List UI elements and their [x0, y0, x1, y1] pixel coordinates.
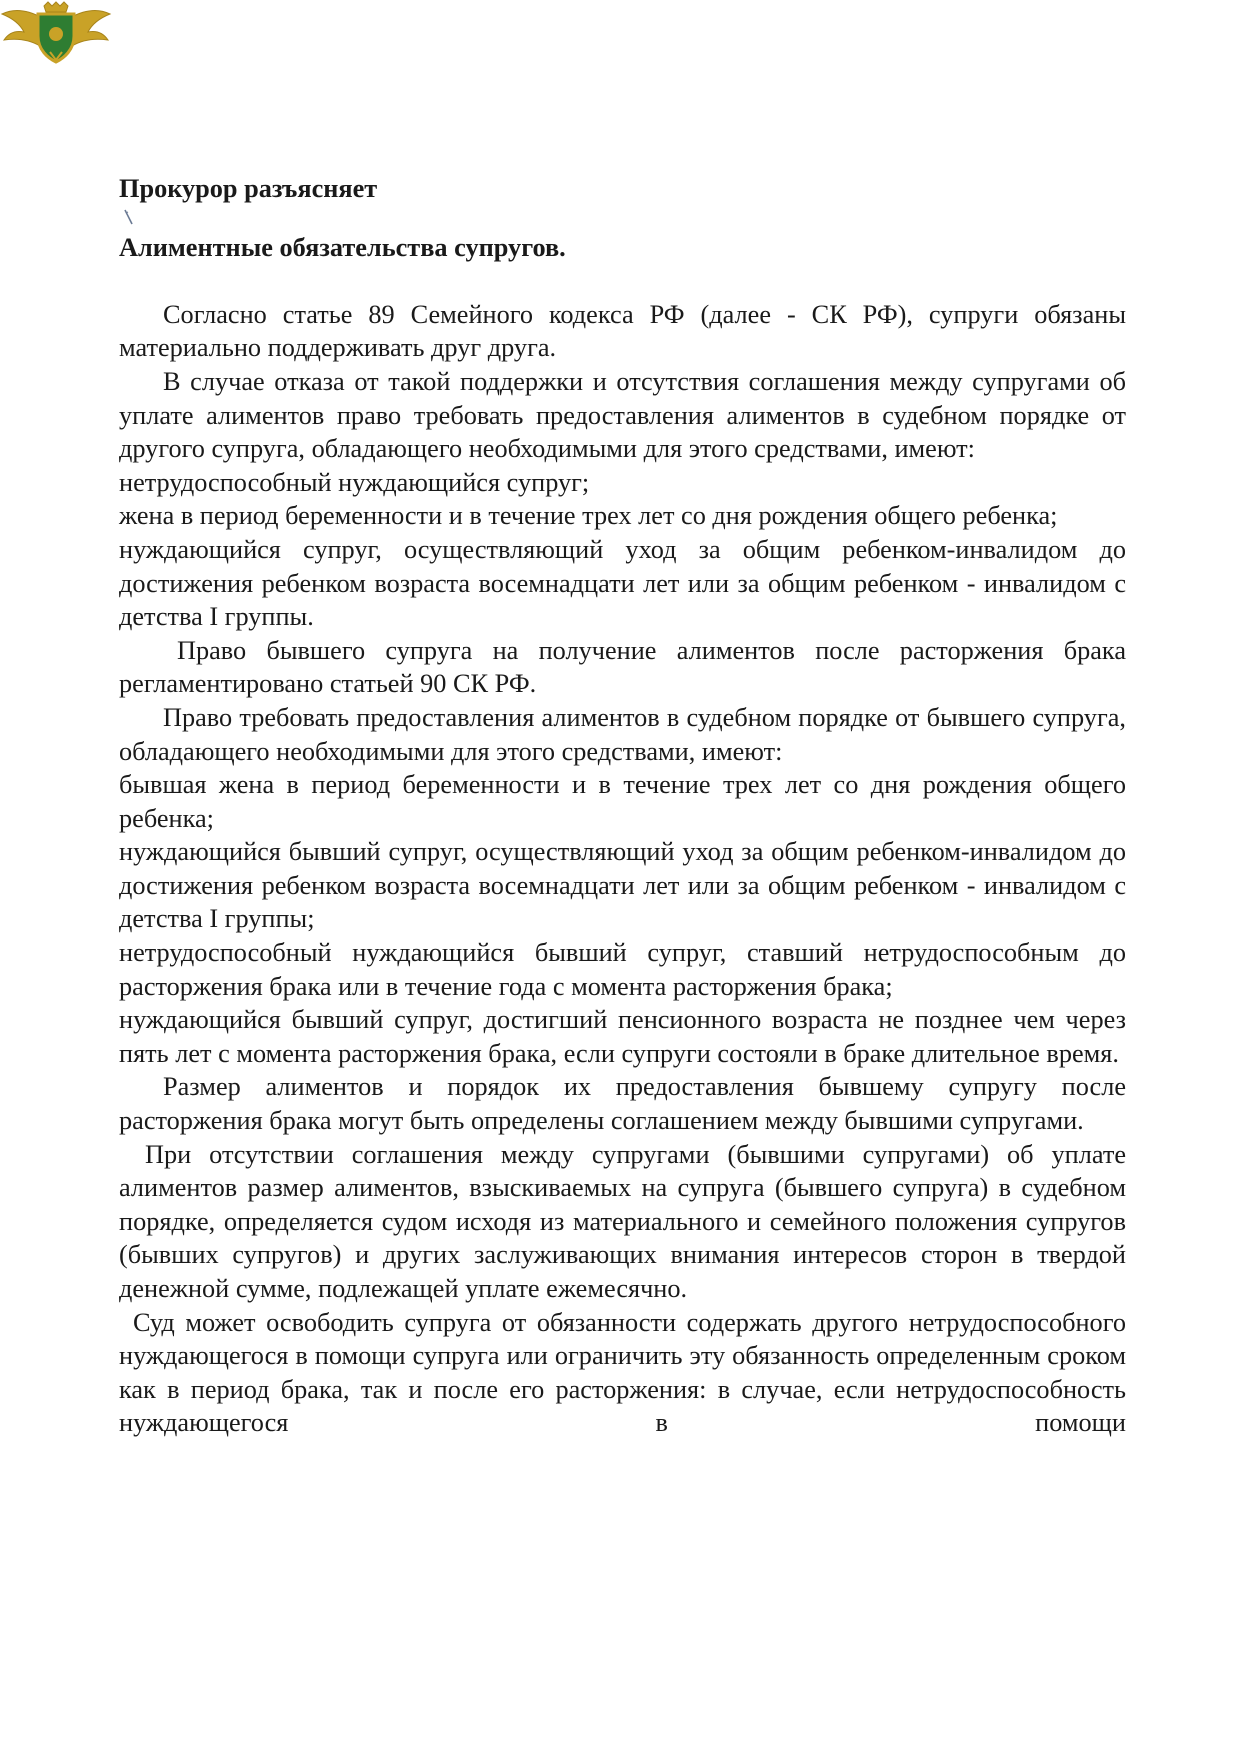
- paragraph: Согласно статье 89 Семейного кодекса РФ (далее - СК РФ), супруги обязаны материально поддерживать друг друга.: [119, 299, 1126, 363]
- paragraph: Размер алиментов и порядок их предоставления бывшему супругу после расторжения брака могут быть определены соглашением между бывшими супругами.: [119, 1072, 1126, 1136]
- list-item: нетрудоспособный нуждающийся супруг;: [119, 467, 590, 497]
- prosecutor-emblem-icon: [0, 0, 112, 64]
- paragraph: В случае отказа от такой поддержки и отсутствия соглашения между супругами об уплате алиментов право требовать предоставления алиментов в судебном порядке от другого супруга, обладающего необходимыми для этого средствами, имеют:: [119, 366, 1126, 464]
- list-item: бывшая жена в период беременности и в течение трех лет со дня рождения общего ребенка;: [119, 770, 1126, 833]
- list-item: нетрудоспособный нуждающийся бывший супруг, ставший нетрудоспособным до расторжения брака или в течение года с момента расторжения брака;: [119, 938, 1126, 1001]
- paragraph: Право требовать предоставления алиментов в судебном порядке от бывшего супруга, обладающего необходимыми для этого средствами, имеют:: [119, 702, 1126, 766]
- ink-mark: [119, 206, 1126, 231]
- article-title: Алиментные обязательства супругов.: [119, 232, 566, 262]
- paragraph: Право бывшего супруга на получение алиментов после расторжения брака регламентировано статьей 90 СК РФ.: [119, 635, 1126, 699]
- list-item: нуждающийся супруг, осуществляющий уход за общим ребенком-инвалидом до достижения ребенком возраста восемнадцати лет или за общим ребенком - инвалидом с детства I группы.: [119, 534, 1126, 632]
- document-body: [119, 172, 1126, 1440]
- paragraph: Суд может освободить супруга от обязанности содержать другого нетрудоспособного нуждающегося в помощи супруга или ограничить эту обязанность определенным сроком как в период брака, так и после его расторжения: в случае, если нетрудоспособность нуждающегося в помощи: [119, 1307, 1126, 1438]
- section-title: Прокурор разъясняет: [119, 174, 378, 203]
- list-item: жена в период беременности и в течение трех лет со дня рождения общего ребенка;: [119, 501, 1058, 531]
- list-item: нуждающийся бывший супруг, осуществляющий уход за общим ребенком-инвалидом до достижения ребенком возраста восемнадцати лет или за общим ребенком - инвалидом с детства I группы;: [119, 837, 1126, 934]
- pen-mark-icon: [123, 208, 135, 226]
- paragraph: При отсутствии соглашения между супругами (бывшими супругами) об уплате алиментов размер алиментов, взыскиваемых на супруга (бывшего супруга) в судебном порядке, определяется судом исходя из материального и семейного положения супругов (бывших супругов) и других заслуживающих внимания интересов сторон в твердой денежной сумме, подлежащей уплате ежемесячно.: [119, 1139, 1126, 1303]
- list-item: нуждающийся бывший супруг, достигший пенсионного возраста не позднее чем через пять лет с момента расторжения брака, если супруги состояли в браке длительное время.: [119, 1005, 1126, 1068]
